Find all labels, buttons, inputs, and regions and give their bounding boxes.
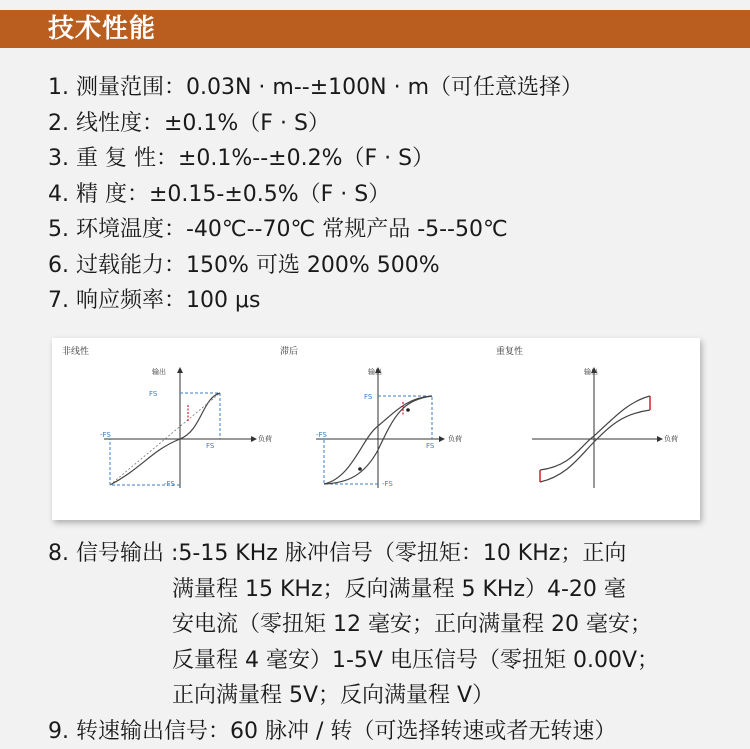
fs-label-negative: -FS [100,431,111,439]
fs-label-positive-x: FS [426,442,435,450]
fs-label-positive: FS [364,393,373,401]
fs-label-positive-x: FS [206,442,215,450]
x-axis-label: 负荷 [664,434,678,443]
fs-label-negative-y: -FS [164,480,175,488]
nonlinearity-panel [62,345,272,488]
spec-repeatability: 3. 重 复 性：±0.1%--±0.2%（F · S） [48,141,583,177]
fs-guide-negative [110,439,180,485]
characteristic-diagram [52,338,700,520]
fs-label-negative: -FS [316,431,327,439]
spec-temperature: 5. 环境温度：-40℃--70℃ 常规产品 -5--50℃ [48,212,583,248]
repeatability-title: 重复性 [496,345,523,357]
curve-run-2 [540,410,650,482]
spec-accuracy: 4. 精 度：±0.15-±0.5%（F · S） [48,177,583,213]
spec-overload: 6. 过载能力：150% 可选 200% 500% [48,248,583,284]
section-header [0,10,750,48]
curve-run-1 [540,396,650,470]
spec-linearity: 2. 线性度：±0.1%（F · S） [48,106,583,142]
spec-signal-output: 8. 信号输出 :5-15 KHz 脉冲信号（零扭矩：10 KHz；正向 [48,536,659,572]
spec-response: 7. 响应频率：100 μs [48,283,583,319]
section-title: 技术性能 [48,12,156,46]
data-point [358,467,362,471]
spec-signal-output-cont: 满量程 15 KHz；反向满量程 5 KHz）4-20 毫 [48,572,659,608]
spec-list [48,70,583,319]
y-axis-label: 输出 [152,367,166,376]
y-axis-label: 输出 [368,367,382,376]
x-axis-label: 负荷 [448,434,462,443]
x-axis-label: 负荷 [258,434,272,443]
hysteresis-panel [280,345,462,488]
fs-label-positive: FS [149,390,158,398]
data-point [406,408,410,412]
nonlinearity-title: 非线性 [62,345,89,357]
spec-signal-output-cont: 安电流（零扭矩 12 毫安；正向满量程 20 毫安； [48,607,659,643]
spec-signal-output-cont: 反量程 4 毫安）1-5V 电压信号（零扭矩 0.00V； [48,643,659,679]
fs-guide-positive [180,393,220,439]
spec-speed-output: 9. 转速输出信号：60 脉冲 / 转（可选择转速或者无转速） [48,714,659,749]
y-axis-label: 输出 [584,367,598,376]
repeatability-panel [496,345,678,488]
signal-output-section [48,536,659,749]
spec-signal-output-cont: 正向满量程 5V；反向满量程 V） [48,678,659,714]
characteristic-figure [52,338,700,520]
spec-measurement-range: 1. 测量范围：0.03N · m--±100N · m（可任意选择） [48,70,583,106]
fs-guide-negative [324,439,378,484]
hysteresis-title: 滞后 [280,345,298,357]
fs-label-negative-y: -FS [382,480,393,488]
